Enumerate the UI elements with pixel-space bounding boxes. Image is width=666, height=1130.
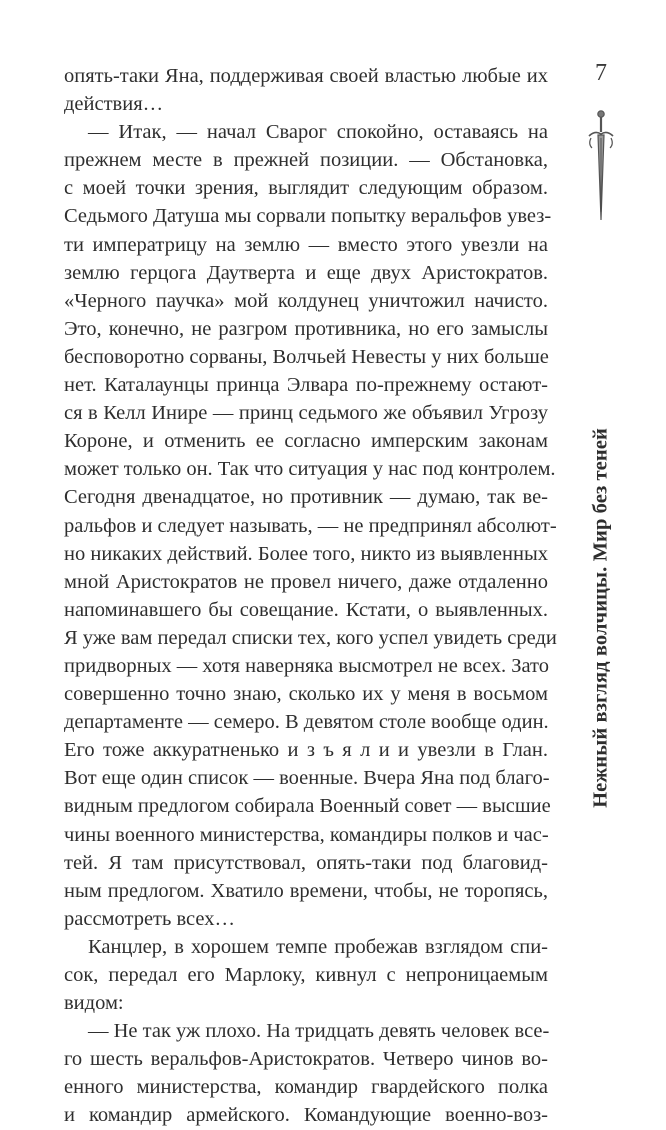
- text-line: ным предлогом. Хватило времени, чтобы, не торопясь,: [64, 879, 548, 902]
- text-line: видом:: [64, 992, 124, 1015]
- text-line: прежнем месте в прежней позиции. — Обстановка,: [64, 149, 548, 172]
- text-line: — Не так уж плохо. На тридцать девять человек все-: [88, 1020, 550, 1043]
- text-line: землю герцога Даутверта и еще двух Аристократов.: [64, 261, 548, 284]
- text-line: Канцлер, в хорошем темпе пробежав взглядом спи-: [88, 935, 548, 958]
- text-line: нет. Каталаунцы принца Элвара по-прежнему остают-: [64, 374, 548, 397]
- text-line: бесповоротно сорваны, Волчьей Невесты у них больше: [64, 345, 549, 368]
- text-line: действия…: [64, 93, 164, 116]
- text-line: ся в Келл Инире — принц седьмого же объявил Угрозу: [64, 402, 548, 425]
- text-line: придворных — хотя наверняка высмотрел не всех. Зато: [64, 654, 549, 677]
- body-text: [64, 62, 557, 1130]
- text-line: Это, конечно, не разгром противника, но его замыслы: [64, 317, 548, 340]
- text-line: и командир армейского. Командующие военно-воз-: [64, 1104, 548, 1127]
- text-line: видным предлогом собирала Военный совет — высшие: [64, 795, 551, 818]
- text-line: чины военного министерства, командиры полков и час-: [64, 823, 549, 846]
- text-line: опять-таки Яна, поддерживая своей властью любые их: [64, 65, 548, 87]
- text-line: с моей точки зрения, выглядит следующим образом.: [64, 177, 548, 200]
- text-line: рассмотреть всех…: [64, 907, 235, 930]
- text-line: Вот еще один список — военные. Вчера Яна под благо-: [64, 767, 550, 790]
- running-title: Нежный взгляд волчицы. Мир без теней: [589, 428, 612, 808]
- text-line: ральфов и следует называть, — не предпринял абсолют-: [64, 514, 557, 537]
- text-line: совершенно точно знаю, сколько их у меня в восьмом: [64, 683, 548, 706]
- sword-emblem-icon: [585, 108, 617, 228]
- text-line: ти императрицу на землю — вместо этого увезли на: [64, 233, 548, 256]
- text-line: енного министерства, командир гвардейского полка: [64, 1076, 548, 1099]
- text-line: Его тоже аккуратненько и з ъ я л и и увезли в Глан.: [64, 739, 548, 762]
- text-line: Короне, и отменить ее согласно имперским законам: [64, 430, 548, 453]
- text-line: сок, передал его Марлоку, кивнул с непроницаемым: [64, 964, 548, 986]
- text-line: — Итак, — начал Сварог спокойно, оставаясь на: [88, 121, 548, 144]
- text-line: напоминавшего бы совещание. Кстати, о выявленных.: [64, 598, 548, 621]
- text-line: тей. Я там присутствовал, опять-таки под благовид-: [64, 851, 548, 874]
- text-line: может только он. Так что ситуация у нас под контролем.: [64, 458, 556, 481]
- text-line: мной Аристократов не провел ничего, даже отдаленно: [64, 570, 548, 593]
- text-line: Сегодня двенадцатое, но противник — думаю, так ве-: [64, 486, 548, 509]
- text-line: «Черного паучка» мой колдунец уничтожил начисто.: [64, 289, 548, 312]
- text-line: Я уже вам передал списки тех, кого успел увидеть среди: [64, 626, 557, 649]
- text-line: департаменте — семеро. В девятом столе вообще один.: [64, 711, 549, 734]
- text-line: Седьмого Датуша мы сорвали попытку веральфов увез-: [64, 205, 552, 228]
- text-line: го шесть веральфов-Аристократов. Четверо чинов во-: [64, 1048, 548, 1071]
- text-line: но никаких действий. Более того, никто из выявленных: [64, 542, 548, 565]
- page-number: 7: [595, 60, 607, 86]
